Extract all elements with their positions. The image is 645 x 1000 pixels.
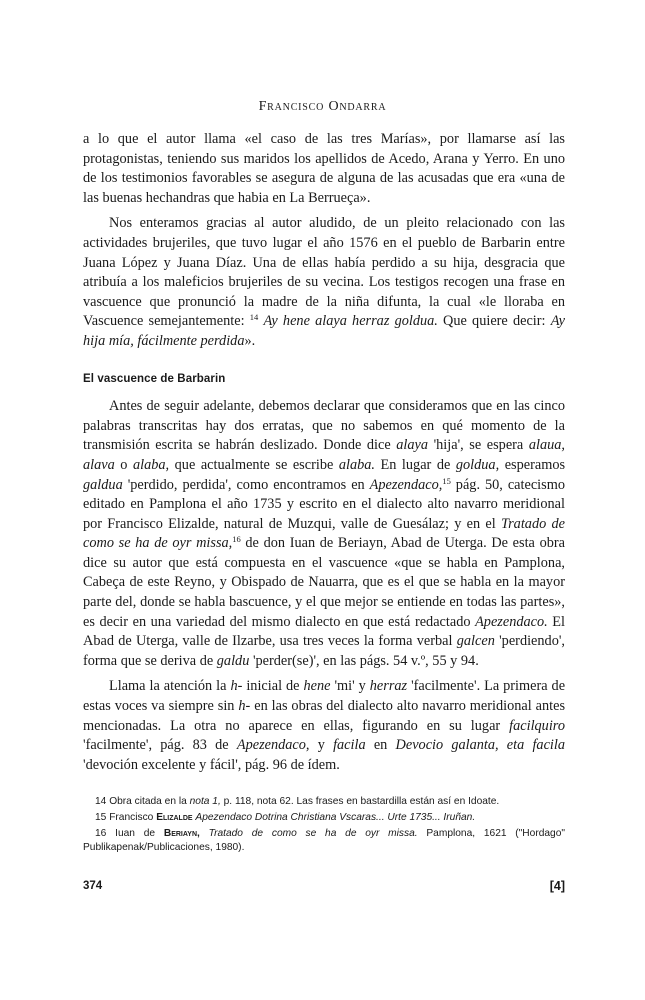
p3-italic: Apezendaco. bbox=[475, 613, 548, 630]
p3-italic: Apezendaco, bbox=[369, 476, 443, 493]
footnote-ref-14[interactable]: 14 bbox=[249, 312, 259, 323]
p4-italic: herraz bbox=[369, 678, 408, 695]
p3-italic: alaba. bbox=[338, 456, 375, 473]
p3-text: 'perder(se)', en las págs. 54 v.º, 55 y 94. bbox=[252, 652, 479, 669]
footnote-ref-15[interactable]: 15 bbox=[442, 475, 451, 486]
basque-quote: Ay hene alaya herraz goldua. bbox=[263, 313, 438, 330]
p3-italic: galdu bbox=[216, 652, 250, 669]
p3-text: Antes de seguir adelante, debemos declarar que consideramos que en las cinco palabras transcritas hay dos erratas, que no sabemos en qué momento de la transmisión escrita se habrán deslizado. Donde dice bbox=[83, 398, 565, 454]
paragraph-2 bbox=[83, 214, 565, 351]
paragraph-1-text: a lo que el autor llama «el caso de las tres Marías», por llamarse así las protagonistas, teniendo sus maridos los apellidos de Acedo, Arana y Yerro. En uno de los testimonios favorables se asegura de alguna de las acusadas que era «una de las buenas hechandras que habia en La Berrueça». bbox=[83, 131, 565, 206]
p3-text: 'perdido, perdida', como encontramos en bbox=[127, 476, 365, 493]
footnotes bbox=[83, 795, 565, 857]
p4-text: Llama la atención la bbox=[109, 678, 227, 695]
p3-italic: alaua, alava bbox=[83, 437, 565, 473]
p4-italic: h- bbox=[230, 678, 243, 695]
paragraph-3 bbox=[83, 397, 565, 671]
paragraph-2-text-b: Que quiere decir: bbox=[443, 313, 546, 330]
p3-text: esperamos bbox=[504, 456, 566, 473]
p3-text: de don Iuan de Beriayn, Abad de Uterga. De esta obra dice su autor que está compuesta en el vascuence «que se habla en Pamplona, Cabeça de este Reyno, y Obispado de Nauarra, que es el que se habla en la mayor parte del, donde se habla bascuence, y el que mejor se entiende en todas las partes», es decir en una variedad del mismo dialecto en que está redactado bbox=[83, 535, 565, 630]
footnote-text: Obra citada en la bbox=[109, 796, 187, 807]
p4-text: en las obras del dialecto alto navarro meridional antes mencionadas. La otra no aparece en ellas, figurando en su lugar bbox=[83, 698, 566, 734]
p3-italic: galdua bbox=[83, 476, 123, 493]
p3-italic: Tratado de como se ha de oyr missa, bbox=[83, 515, 565, 552]
p4-text: en bbox=[373, 737, 388, 754]
p4-text: 'facilmente'. La primera de estas voces va siempre sin bbox=[83, 678, 566, 715]
footnote-16 bbox=[83, 827, 565, 855]
p3-text: En lugar de bbox=[380, 456, 451, 473]
p3-text: 'hija', se espera bbox=[433, 437, 524, 454]
footnote-number: 16 bbox=[95, 828, 107, 839]
p3-text: 'perdiendo', forma que se deriva de bbox=[83, 633, 566, 669]
footnote-number: 15 bbox=[95, 812, 107, 823]
p3-italic: alaba, bbox=[132, 456, 170, 473]
paragraph-4 bbox=[83, 677, 565, 775]
p4-italic: Devocio galanta, eta facila bbox=[395, 737, 566, 754]
signature-mark: [4] bbox=[549, 879, 565, 893]
footnote-text: Pamplona, 1621 ("Hordago" Publikapenak/Publicaciones, 1980). bbox=[83, 828, 565, 853]
p4-text: y bbox=[317, 737, 325, 754]
p4-text: inicial de bbox=[246, 678, 300, 695]
p3-text: que actualmente se escribe bbox=[174, 456, 334, 473]
footnote-author: Beriayn, bbox=[163, 828, 200, 839]
p4-text: 'mi' y bbox=[334, 678, 366, 695]
p4-italic: facilquiro bbox=[509, 717, 565, 734]
paragraph-2-text-a: Nos enteramos gracias al autor aludido, de un pleito relacionado con las actividades brujeriles, que tuvo lugar el año 1576 en el pueblo de Barbarin entre Juana López y Juana Díaz. Una de ellas había perdido a su hija, desgracia que atribuía a los maleficios brujeriles de su vecina. Los testigos recogen una frase en vascuence que pronunció la madre de la niña difunta, la cual «le lloraba en Vascuence semejantemente: bbox=[83, 215, 565, 330]
footnote-author: Elizalde bbox=[156, 812, 193, 823]
p4-italic: Apezendaco, bbox=[236, 737, 310, 754]
footnote-15 bbox=[83, 811, 565, 825]
footnote-ref-16[interactable]: 16 bbox=[232, 534, 241, 545]
footnote-italic: Apezendaco Dotrina Christiana Vscaras... Urte 1735... Iruñan. bbox=[195, 812, 476, 823]
footnote-14 bbox=[83, 795, 565, 809]
footnote-italic: Tratado de como se ha de oyr missa. bbox=[208, 828, 418, 839]
footnote-number: 14 bbox=[95, 796, 107, 807]
p3-italic: alaya bbox=[396, 437, 429, 454]
p4-italic: facila bbox=[333, 737, 366, 754]
footnote-text: Iuan de bbox=[115, 828, 156, 839]
p3-text: pág. 50, catecismo editado en Pamplona el año 1735 y escrito en el dialecto alto navarro meridional por Francisco Elizalde, natural de Muzqui, valle de Guesálaz; y en el bbox=[83, 476, 565, 532]
p4-text: 'facilmente', pág. 83 de bbox=[83, 737, 229, 754]
paragraph-2-text-c: ». bbox=[244, 332, 256, 349]
footnote-text: Francisco bbox=[109, 812, 154, 823]
footnote-text: p. 118, nota 62. Las frases en bastardilla están así en Idoate. bbox=[223, 796, 500, 807]
section-heading: El vascuence de Barbarin bbox=[83, 372, 226, 385]
quote-translation: Ay hija mía, fácilmente perdida bbox=[83, 313, 565, 349]
p3-text: El Abad de Uterga, valle de Ilzarbe, usa tres veces la forma verbal bbox=[83, 613, 566, 650]
p3-text: o bbox=[120, 456, 128, 473]
page-number: 374 bbox=[83, 880, 103, 892]
p4-text: 'devoción excelente y fácil', pág. 96 de ídem. bbox=[83, 756, 340, 773]
p4-italic: h- bbox=[238, 698, 251, 715]
paragraph-1 bbox=[83, 130, 565, 208]
body-text bbox=[83, 130, 565, 775]
p3-italic: galcen bbox=[456, 633, 495, 650]
p3-italic: goldua, bbox=[455, 456, 500, 473]
p4-italic: hene bbox=[303, 678, 331, 695]
running-header: Francisco Ondarra bbox=[258, 99, 387, 114]
footnote-italic: nota 1, bbox=[189, 796, 221, 807]
